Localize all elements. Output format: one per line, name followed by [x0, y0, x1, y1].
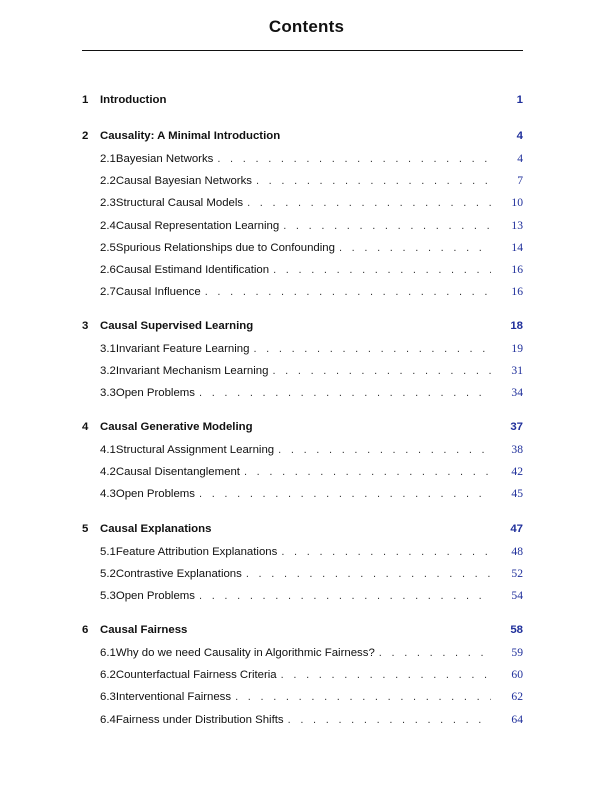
- leader-dots: [246, 568, 491, 580]
- chapter-number: 3: [82, 320, 89, 332]
- section-page-link[interactable]: 13: [511, 218, 523, 232]
- section-title[interactable]: Causal Bayesian Networks: [115, 175, 252, 188]
- section-page-link[interactable]: 10: [511, 196, 523, 210]
- section-title[interactable]: Causal Representation Learning: [115, 219, 280, 232]
- toc-chapter-5[interactable]: [82, 523, 523, 539]
- section-title[interactable]: Why do we need Causality in Algorithmic Fairness?: [115, 647, 375, 659]
- section-title[interactable]: Feature Attribution Explanations: [115, 546, 278, 558]
- section-title[interactable]: Open Problems: [115, 387, 195, 400]
- section-page-link[interactable]: 16: [511, 263, 523, 276]
- title-rule: [82, 50, 523, 51]
- section-page-link[interactable]: 7: [517, 174, 523, 188]
- section-page-link[interactable]: 48: [511, 545, 523, 558]
- leader-dots: [288, 714, 491, 726]
- toc-section-2-2[interactable]: [82, 174, 523, 190]
- section-title[interactable]: Bayesian Networks: [115, 153, 214, 165]
- toc-section-2-1[interactable]: [82, 152, 523, 168]
- chapter-title[interactable]: Causal Explanations: [100, 523, 212, 535]
- section-number: 5.2: [100, 568, 116, 581]
- chapter-title[interactable]: Causal Supervised Learning: [100, 320, 254, 332]
- section-page-link[interactable]: 16: [511, 285, 523, 299]
- section-number: 2.5: [100, 241, 116, 254]
- leader-dots: [281, 669, 491, 681]
- toc-section-6-1[interactable]: [82, 646, 523, 662]
- section-number: 4.3: [100, 488, 116, 501]
- leader-dots: [278, 444, 491, 456]
- section-title[interactable]: Spurious Relationships due to Confounding: [115, 241, 335, 254]
- section-page-link[interactable]: 60: [511, 668, 523, 682]
- toc-chapter-4[interactable]: [82, 421, 523, 437]
- chapter-number: 5: [82, 523, 89, 535]
- section-number: 3.3: [100, 387, 116, 400]
- section-number: 4.1: [100, 444, 116, 456]
- toc-chapter-6[interactable]: [82, 624, 523, 640]
- section-page-link[interactable]: 45: [511, 487, 523, 501]
- section-number: 4.2: [100, 466, 116, 479]
- leader-dots: [199, 590, 491, 602]
- section-title[interactable]: Interventional Fairness: [115, 691, 232, 704]
- section-page-link[interactable]: 19: [511, 342, 523, 355]
- toc-section-2-7[interactable]: [82, 285, 523, 301]
- section-page-link[interactable]: 54: [511, 589, 523, 603]
- toc-section-4-3[interactable]: [82, 487, 523, 503]
- leader-dots: [247, 197, 491, 209]
- section-page-link[interactable]: 14: [511, 240, 523, 254]
- leader-dots: [217, 153, 491, 165]
- chapter-title[interactable]: Introduction: [100, 94, 167, 106]
- section-title[interactable]: Open Problems: [115, 488, 195, 501]
- section-title[interactable]: Structural Assignment Learning: [115, 444, 275, 456]
- toc-section-2-3[interactable]: [82, 196, 523, 212]
- toc-section-4-1[interactable]: [82, 443, 523, 459]
- chapter-page-link[interactable]: 37: [510, 421, 523, 433]
- chapter-number: 6: [82, 624, 89, 636]
- section-page-link[interactable]: 64: [511, 712, 523, 726]
- section-number: 5.1: [100, 546, 116, 558]
- chapter-page-link[interactable]: 58: [510, 624, 523, 636]
- toc-section-5-1[interactable]: [82, 545, 523, 561]
- toc-section-5-2[interactable]: [82, 567, 523, 583]
- chapter-page-link[interactable]: 18: [510, 320, 523, 332]
- toc-section-3-3[interactable]: [82, 386, 523, 402]
- leader-dots: [256, 175, 491, 187]
- section-page-link[interactable]: 38: [511, 443, 523, 456]
- section-page-link[interactable]: 62: [511, 690, 523, 704]
- section-title[interactable]: Causal Disentanglement: [115, 466, 240, 479]
- toc-section-6-2[interactable]: [82, 668, 523, 684]
- leader-dots: [199, 488, 491, 500]
- section-number: 2.1: [100, 153, 116, 165]
- section-page-link[interactable]: 52: [511, 567, 523, 581]
- leader-dots: [281, 546, 491, 558]
- chapter-page-link[interactable]: 4: [516, 130, 523, 142]
- section-number: 3.2: [100, 365, 116, 378]
- section-page-link[interactable]: 4: [517, 152, 523, 165]
- section-title[interactable]: Counterfactual Fairness Criteria: [115, 669, 277, 682]
- toc-section-4-2[interactable]: [82, 465, 523, 481]
- section-number: 6.2: [100, 669, 116, 682]
- toc-chapter-3[interactable]: [82, 320, 523, 336]
- section-page-link[interactable]: 42: [511, 465, 523, 479]
- leader-dots: [205, 286, 491, 298]
- toc-section-2-6[interactable]: [82, 263, 523, 279]
- section-title[interactable]: Structural Causal Models: [115, 197, 244, 210]
- leader-dots: [253, 343, 491, 355]
- toc-section-2-5[interactable]: [82, 241, 523, 257]
- leader-dots: [272, 365, 491, 377]
- leader-dots: [199, 387, 491, 399]
- section-title[interactable]: Invariant Mechanism Learning: [115, 365, 269, 378]
- page-title: Contents: [268, 17, 345, 36]
- section-title[interactable]: Fairness under Distribution Shifts: [115, 713, 284, 726]
- section-page-link[interactable]: 59: [511, 646, 523, 659]
- toc-section-6-3[interactable]: [82, 690, 523, 706]
- toc-section-3-2[interactable]: [82, 364, 523, 380]
- toc-chapter-1[interactable]: [82, 94, 523, 110]
- section-number: 6.1: [100, 647, 116, 659]
- leader-dots: [235, 691, 491, 703]
- toc-section-5-3[interactable]: [82, 589, 523, 605]
- section-number: 2.3: [100, 197, 116, 210]
- leader-dots: [283, 220, 491, 232]
- toc-section-3-1[interactable]: [82, 342, 523, 358]
- toc-section-6-4[interactable]: [82, 713, 523, 729]
- section-page-link[interactable]: 31: [511, 364, 523, 378]
- section-number: 3.1: [100, 343, 116, 355]
- section-number: 2.6: [100, 264, 116, 276]
- toc-section-2-4[interactable]: [82, 219, 523, 235]
- leader-dots: [339, 242, 491, 254]
- toc-chapter-2[interactable]: [82, 130, 523, 146]
- section-number: 2.4: [100, 219, 116, 232]
- section-number: 6.3: [100, 691, 116, 704]
- chapter-title[interactable]: Causal Generative Modeling: [100, 421, 253, 433]
- chapter-number: 4: [82, 421, 89, 433]
- section-title[interactable]: Causal Estimand Identification: [115, 264, 270, 276]
- chapter-number: 2: [82, 130, 89, 142]
- chapter-title[interactable]: Causal Fairness: [100, 624, 188, 636]
- section-number: 2.2: [100, 175, 116, 188]
- leader-dots: [244, 466, 491, 478]
- section-title[interactable]: Invariant Feature Learning: [115, 343, 250, 355]
- section-title[interactable]: Contrastive Explanations: [115, 568, 242, 581]
- section-title[interactable]: Open Problems: [115, 590, 195, 603]
- section-page-link[interactable]: 34: [511, 386, 523, 400]
- chapter-page-link[interactable]: 1: [516, 94, 523, 106]
- chapter-page-link[interactable]: 47: [510, 523, 523, 535]
- leader-dots: [273, 264, 491, 276]
- section-number: 6.4: [100, 713, 116, 726]
- chapter-number: 1: [82, 94, 89, 106]
- section-number: 2.7: [100, 286, 116, 299]
- section-title[interactable]: Causal Influence: [115, 286, 201, 299]
- chapter-title[interactable]: Causality: A Minimal Introduction: [100, 130, 281, 142]
- leader-dots: [379, 647, 491, 659]
- section-number: 5.3: [100, 590, 116, 603]
